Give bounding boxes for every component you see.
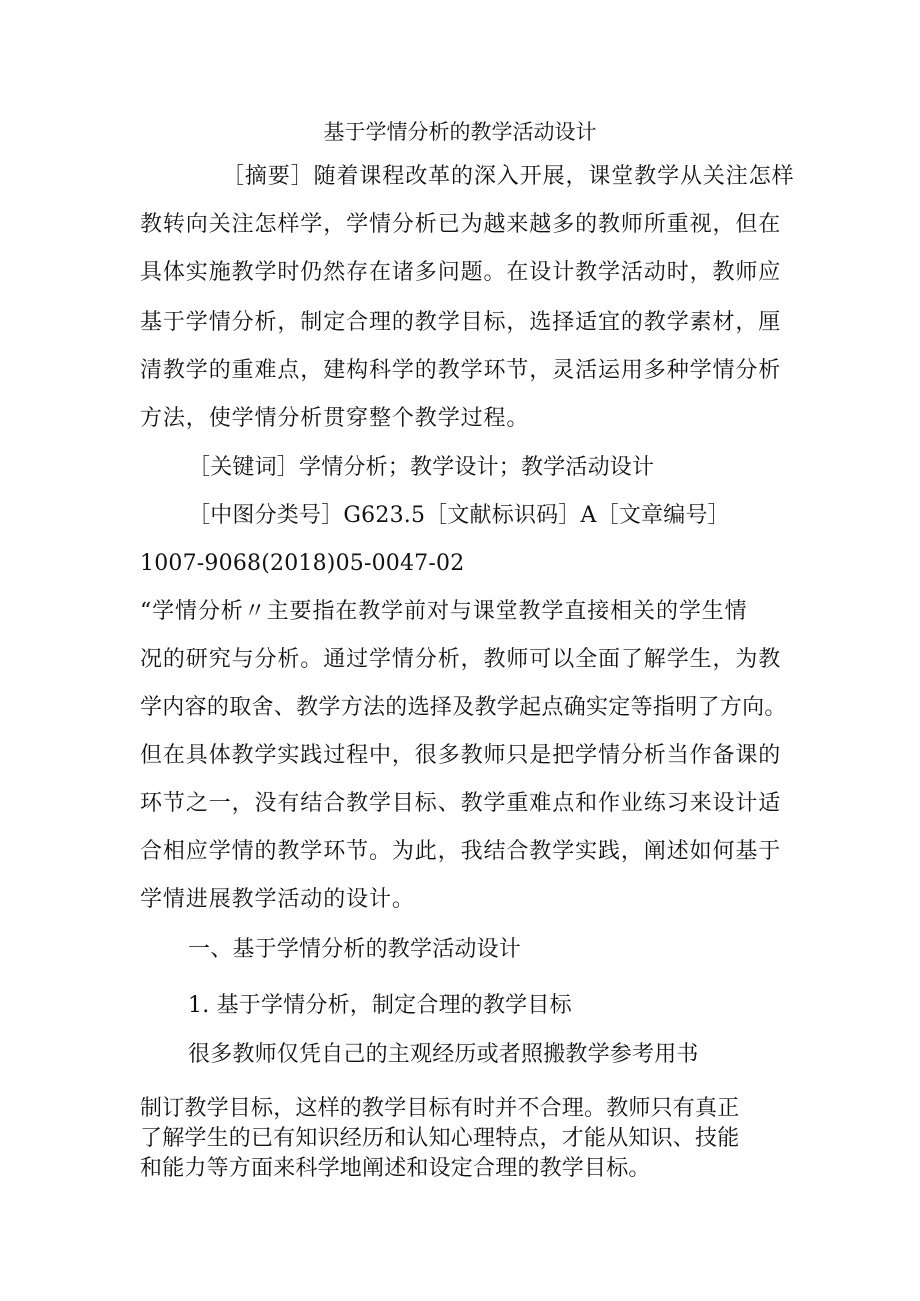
intro-line: 学情进展教学活动的设计。: [140, 887, 415, 912]
paragraph-line: 和能力等方面来科学地阐述和设定合理的教学目标。: [140, 1156, 651, 1181]
intro-line: 况的研究与分析。通过学情分析，教师可以全面了解学生，为教: [140, 647, 782, 672]
abstract-line: 清教学的重难点，建构科学的教学环节，灵活运用多种学情分析: [140, 358, 782, 383]
document-title: 基于学情分析的教学活动设计: [323, 120, 597, 144]
keywords-line: ［关键词］学情分析；教学设计；教学活动设计: [188, 455, 655, 480]
abstract-line: 方法，使学情分析贯穿整个教学过程。: [140, 406, 530, 431]
intro-line: 环节之一，没有结合教学目标、教学重难点和作业练习来设计适: [140, 791, 782, 816]
abstract-line: ［摘要］随着课程改革的深入开展，课堂教学从关注怎样: [222, 164, 795, 189]
paragraph-line: 很多教师仅凭自己的主观经历或者照搬教学参考用书: [188, 1042, 699, 1067]
paragraph-line: 制订教学目标，这样的教学目标有时并不合理。教师只有真正: [140, 1096, 740, 1121]
section-heading: 一、基于学情分析的教学活动设计: [188, 937, 522, 962]
intro-line: “学情分析〃主要指在教学前对与课堂教学直接相关的学生情: [140, 599, 748, 624]
article-number: 1007-9068(2018)05-0047-02: [140, 551, 465, 576]
classification-line: ［中图分类号］G623.5［文献标识码］A［文章编号］: [188, 503, 730, 528]
intro-line: 但在具体教学实践过程中，很多教师只是把学情分析当作备课的: [140, 743, 782, 768]
paragraph-line: 了解学生的已有知识经历和认知心理特点，才能从知识、技能: [140, 1126, 740, 1151]
intro-line: 学内容的取舍、教学方法的选择及教学起点确实定等指明了方向。: [140, 695, 787, 720]
abstract-line: 基于学情分析，制定合理的教学目标，选择适宜的教学素材，厘: [140, 310, 782, 335]
subsection-heading: 1. 基于学情分析，制定合理的教学目标: [188, 993, 572, 1018]
abstract-line: 具体实施教学时仍然存在诸多问题。在设计教学活动时，教师应: [140, 260, 782, 285]
abstract-line: 教转向关注怎样学，学情分析已为越来越多的教师所重视，但在: [140, 212, 782, 237]
intro-line: 合相应学情的教学环节。为此，我结合教学实践，阐述如何基于: [140, 839, 782, 864]
